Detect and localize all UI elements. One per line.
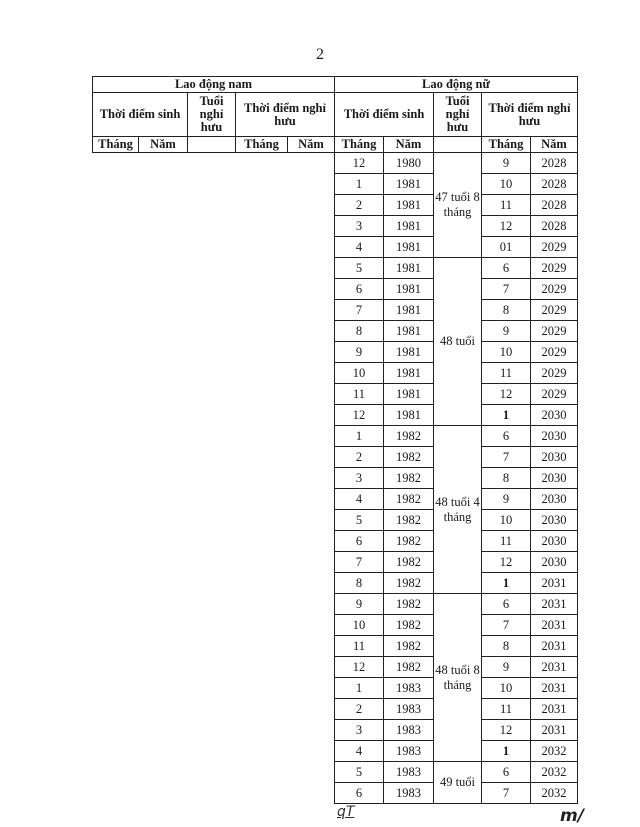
retire-month-cell: 7	[482, 447, 531, 468]
retire-year-cell: 2028	[531, 216, 578, 237]
retire-age-cell: 48 tuổi 4 tháng	[434, 426, 482, 594]
birth-month-cell: 5	[335, 510, 384, 531]
birth-year-cell: 1982	[384, 531, 434, 552]
retire-year-cell: 2032	[531, 762, 578, 783]
female-retire-age-header: Tuổi nghỉ hưu	[434, 93, 482, 137]
birth-month-cell: 3	[335, 720, 384, 741]
retire-month-cell: 10	[482, 174, 531, 195]
birth-month-cell: 8	[335, 573, 384, 594]
retire-month-cell: 8	[482, 636, 531, 657]
birth-month-cell: 9	[335, 594, 384, 615]
birth-month-cell: 3	[335, 216, 384, 237]
birth-month-cell: 6	[335, 279, 384, 300]
table-row	[93, 153, 578, 174]
retire-year-cell: 2030	[531, 552, 578, 573]
retire-month-cell: 11	[482, 531, 531, 552]
male-retire-age-subheader	[188, 137, 236, 153]
female-birth-month-header: Tháng	[335, 137, 384, 153]
retire-month-cell: 6	[482, 426, 531, 447]
retire-month-cell: 1	[482, 741, 531, 762]
retire-month-cell: 11	[482, 363, 531, 384]
birth-month-cell: 5	[335, 762, 384, 783]
retire-month-cell: 1	[482, 405, 531, 426]
birth-month-cell: 7	[335, 552, 384, 573]
retire-year-cell: 2031	[531, 657, 578, 678]
birth-month-cell: 10	[335, 363, 384, 384]
birth-month-cell: 6	[335, 531, 384, 552]
retire-month-cell: 12	[482, 552, 531, 573]
retire-month-cell: 7	[482, 279, 531, 300]
birth-month-cell: 1	[335, 174, 384, 195]
male-columns-empty	[93, 153, 335, 804]
retire-month-cell: 9	[482, 489, 531, 510]
retire-month-cell: 11	[482, 195, 531, 216]
retire-month-cell: 6	[482, 594, 531, 615]
male-workers-header: Lao động nam	[93, 77, 335, 93]
birth-year-cell: 1982	[384, 426, 434, 447]
birth-month-cell: 12	[335, 153, 384, 174]
retire-year-cell: 2029	[531, 279, 578, 300]
retire-month-cell: 01	[482, 237, 531, 258]
footer-initial-left: qT	[337, 804, 355, 820]
birth-month-cell: 4	[335, 741, 384, 762]
birth-year-cell: 1981	[384, 363, 434, 384]
birth-year-cell: 1982	[384, 657, 434, 678]
retirement-age-table	[92, 76, 578, 804]
retire-year-cell: 2031	[531, 573, 578, 594]
male-birth-time-header: Thời điểm sinh	[93, 93, 188, 137]
birth-month-cell: 9	[335, 342, 384, 363]
birth-month-cell: 10	[335, 615, 384, 636]
birth-year-cell: 1981	[384, 258, 434, 279]
birth-month-cell: 12	[335, 405, 384, 426]
birth-year-cell: 1981	[384, 237, 434, 258]
birth-year-cell: 1982	[384, 447, 434, 468]
retire-month-cell: 8	[482, 468, 531, 489]
birth-year-cell: 1981	[384, 216, 434, 237]
birth-month-cell: 2	[335, 447, 384, 468]
birth-month-cell: 6	[335, 783, 384, 804]
birth-year-cell: 1983	[384, 762, 434, 783]
birth-year-cell: 1983	[384, 699, 434, 720]
birth-year-cell: 1981	[384, 321, 434, 342]
retire-year-cell: 2030	[531, 510, 578, 531]
male-birth-month-header: Tháng	[93, 137, 139, 153]
retire-year-cell: 2031	[531, 636, 578, 657]
birth-month-cell: 7	[335, 300, 384, 321]
retire-month-cell: 1	[482, 573, 531, 594]
birth-month-cell: 12	[335, 657, 384, 678]
birth-year-cell: 1982	[384, 468, 434, 489]
birth-month-cell: 11	[335, 636, 384, 657]
male-birth-year-header: Năm	[139, 137, 188, 153]
birth-year-cell: 1980	[384, 153, 434, 174]
female-workers-header: Lao động nữ	[335, 77, 578, 93]
birth-year-cell: 1983	[384, 741, 434, 762]
birth-year-cell: 1983	[384, 720, 434, 741]
birth-year-cell: 1982	[384, 573, 434, 594]
birth-year-cell: 1981	[384, 300, 434, 321]
birth-year-cell: 1981	[384, 174, 434, 195]
retire-year-cell: 2030	[531, 531, 578, 552]
birth-year-cell: 1983	[384, 678, 434, 699]
birth-month-cell: 8	[335, 321, 384, 342]
birth-year-cell: 1981	[384, 342, 434, 363]
retire-month-cell: 7	[482, 783, 531, 804]
page-number: 2	[316, 46, 324, 63]
footer-initial-right: m/	[560, 806, 584, 826]
retire-year-cell: 2028	[531, 174, 578, 195]
birth-year-cell: 1982	[384, 489, 434, 510]
birth-year-cell: 1981	[384, 279, 434, 300]
retire-year-cell: 2029	[531, 384, 578, 405]
retire-year-cell: 2030	[531, 447, 578, 468]
retire-year-cell: 2028	[531, 195, 578, 216]
birth-year-cell: 1982	[384, 552, 434, 573]
retire-month-cell: 9	[482, 321, 531, 342]
birth-year-cell: 1982	[384, 636, 434, 657]
retire-year-cell: 2030	[531, 405, 578, 426]
retire-month-cell: 10	[482, 678, 531, 699]
retire-month-cell: 8	[482, 300, 531, 321]
birth-year-cell: 1982	[384, 615, 434, 636]
retire-year-cell: 2030	[531, 489, 578, 510]
retire-month-cell: 12	[482, 384, 531, 405]
female-retire-age-subheader	[434, 137, 482, 153]
retire-age-cell: 48 tuổi	[434, 258, 482, 426]
birth-month-cell: 1	[335, 426, 384, 447]
retire-year-cell: 2028	[531, 153, 578, 174]
birth-month-cell: 5	[335, 258, 384, 279]
female-birth-time-header: Thời điểm sinh	[335, 93, 434, 137]
birth-month-cell: 2	[335, 699, 384, 720]
retire-year-cell: 2029	[531, 258, 578, 279]
retire-year-cell: 2029	[531, 342, 578, 363]
birth-year-cell: 1982	[384, 594, 434, 615]
birth-month-cell: 3	[335, 468, 384, 489]
birth-month-cell: 1	[335, 678, 384, 699]
birth-year-cell: 1981	[384, 405, 434, 426]
retire-year-cell: 2030	[531, 468, 578, 489]
male-retire-month-header: Tháng	[236, 137, 288, 153]
birth-year-cell: 1983	[384, 783, 434, 804]
retire-month-cell: 7	[482, 615, 531, 636]
retire-year-cell: 2031	[531, 615, 578, 636]
retire-month-cell: 6	[482, 762, 531, 783]
retire-month-cell: 10	[482, 342, 531, 363]
birth-month-cell: 2	[335, 195, 384, 216]
birth-month-cell: 4	[335, 237, 384, 258]
birth-month-cell: 11	[335, 384, 384, 405]
male-retire-time-header: Thời điểm nghỉ hưu	[236, 93, 335, 137]
female-birth-year-header: Năm	[384, 137, 434, 153]
retire-year-cell: 2031	[531, 594, 578, 615]
birth-year-cell: 1981	[384, 384, 434, 405]
retire-year-cell: 2030	[531, 426, 578, 447]
female-retire-year-header: Năm	[531, 137, 578, 153]
male-retire-year-header: Năm	[288, 137, 335, 153]
male-retire-age-header: Tuổi nghỉ hưu	[188, 93, 236, 137]
retire-month-cell: 6	[482, 258, 531, 279]
retire-year-cell: 2029	[531, 237, 578, 258]
female-retire-time-header: Thời điểm nghỉ hưu	[482, 93, 578, 137]
birth-month-cell: 4	[335, 489, 384, 510]
birth-year-cell: 1982	[384, 510, 434, 531]
birth-year-cell: 1981	[384, 195, 434, 216]
retire-year-cell: 2031	[531, 678, 578, 699]
retire-year-cell: 2031	[531, 699, 578, 720]
retire-age-cell: 49 tuổi	[434, 762, 482, 804]
retire-month-cell: 11	[482, 699, 531, 720]
retire-age-cell: 48 tuổi 8 tháng	[434, 594, 482, 762]
retire-year-cell: 2029	[531, 300, 578, 321]
retire-year-cell: 2032	[531, 783, 578, 804]
retire-year-cell: 2031	[531, 720, 578, 741]
female-retire-month-header: Tháng	[482, 137, 531, 153]
retire-year-cell: 2029	[531, 363, 578, 384]
retire-month-cell: 9	[482, 153, 531, 174]
retire-year-cell: 2029	[531, 321, 578, 342]
retire-month-cell: 12	[482, 216, 531, 237]
retire-year-cell: 2032	[531, 741, 578, 762]
table-body	[93, 153, 578, 804]
retire-age-cell: 47 tuổi 8 tháng	[434, 153, 482, 258]
retire-month-cell: 12	[482, 720, 531, 741]
retire-month-cell: 10	[482, 510, 531, 531]
retire-month-cell: 9	[482, 657, 531, 678]
